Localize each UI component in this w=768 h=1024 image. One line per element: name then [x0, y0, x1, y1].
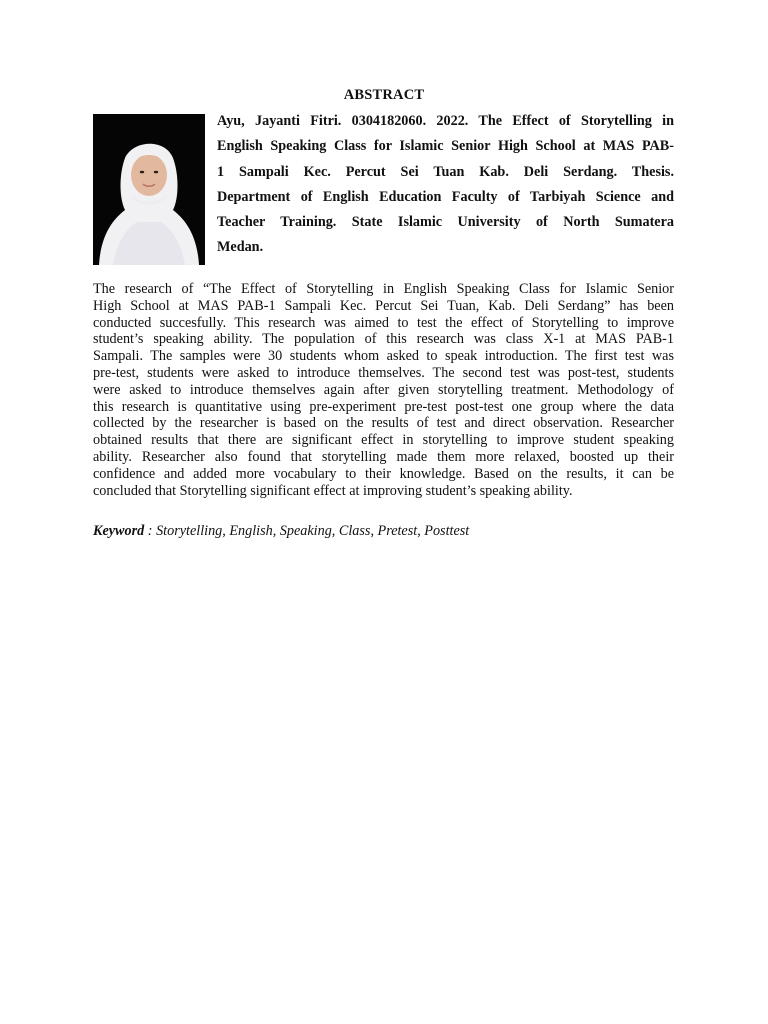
body-line: The research of “The Effect of Storytelling in English Speaking Class for Islamic Senior — [93, 281, 674, 297]
abstract-body — [93, 281, 674, 499]
citation-line: Teacher Training. State Islamic University of North Sumatera — [217, 214, 674, 231]
body-line: conducted succesfully. This research was aimed to test the effect of Storytelling to improve — [93, 314, 674, 331]
body-line: pre-test, students were asked to introduce themselves. The second test was post-test, students — [93, 364, 674, 381]
citation-line: Medan. — [217, 239, 264, 256]
body-line: Sampali. The samples were 30 students whom asked to speak introduction. The first test was — [93, 348, 674, 365]
body-line: concluded that Storytelling significant effect at improving student’s speaking ability. — [93, 482, 573, 499]
author-portrait-image — [93, 114, 205, 265]
body-line: student’s speaking ability. The population of this research was class X-1 at MAS PAB-1 — [93, 331, 674, 348]
citation-block — [217, 109, 674, 261]
keywords-line — [93, 523, 674, 540]
abstract-heading: ABSTRACT — [343, 87, 425, 103]
body-line: High School at MAS PAB-1 Sampali Kec. Percut Sei Tuan, Kab. Deli Serdang” has been — [93, 297, 674, 314]
citation-line: Ayu, Jayanti Fitri. 0304182060. 2022. The Effect of Storytelling in — [217, 113, 674, 129]
body-line: obtained results that there are significant effect in storytelling to improve student speaking — [93, 432, 674, 449]
keywords-separator: : — [144, 523, 157, 539]
keywords-list: Storytelling, English, Speaking, Class, Pretest, Posttest — [156, 523, 470, 539]
citation-line: Department of English Education Faculty of Tarbiyah Science and — [217, 188, 674, 205]
body-line: confidence and added more vocabulary to their knowledge. Based on the results, it can be — [93, 465, 674, 482]
citation-line: English Speaking Class for Islamic Senior High School at MAS PAB- — [217, 138, 674, 155]
author-photo — [93, 114, 205, 265]
body-line: this research is quantitative using pre-experiment pre-test post-test one group where the data — [93, 398, 674, 415]
citation-line: 1 Sampali Kec. Percut Sei Tuan Kab. Deli Serdang. Thesis. — [217, 163, 674, 180]
body-line: were asked to introduce themselves again after given storytelling treatment. Methodology of — [93, 381, 674, 398]
body-line: collected by the researcher is based on the results of test and direct observation. Researcher — [93, 415, 674, 432]
keywords-label: Keyword — [93, 523, 145, 539]
body-line: ability. Researcher also found that storytelling made them more relaxed, boosted up their — [93, 448, 674, 465]
